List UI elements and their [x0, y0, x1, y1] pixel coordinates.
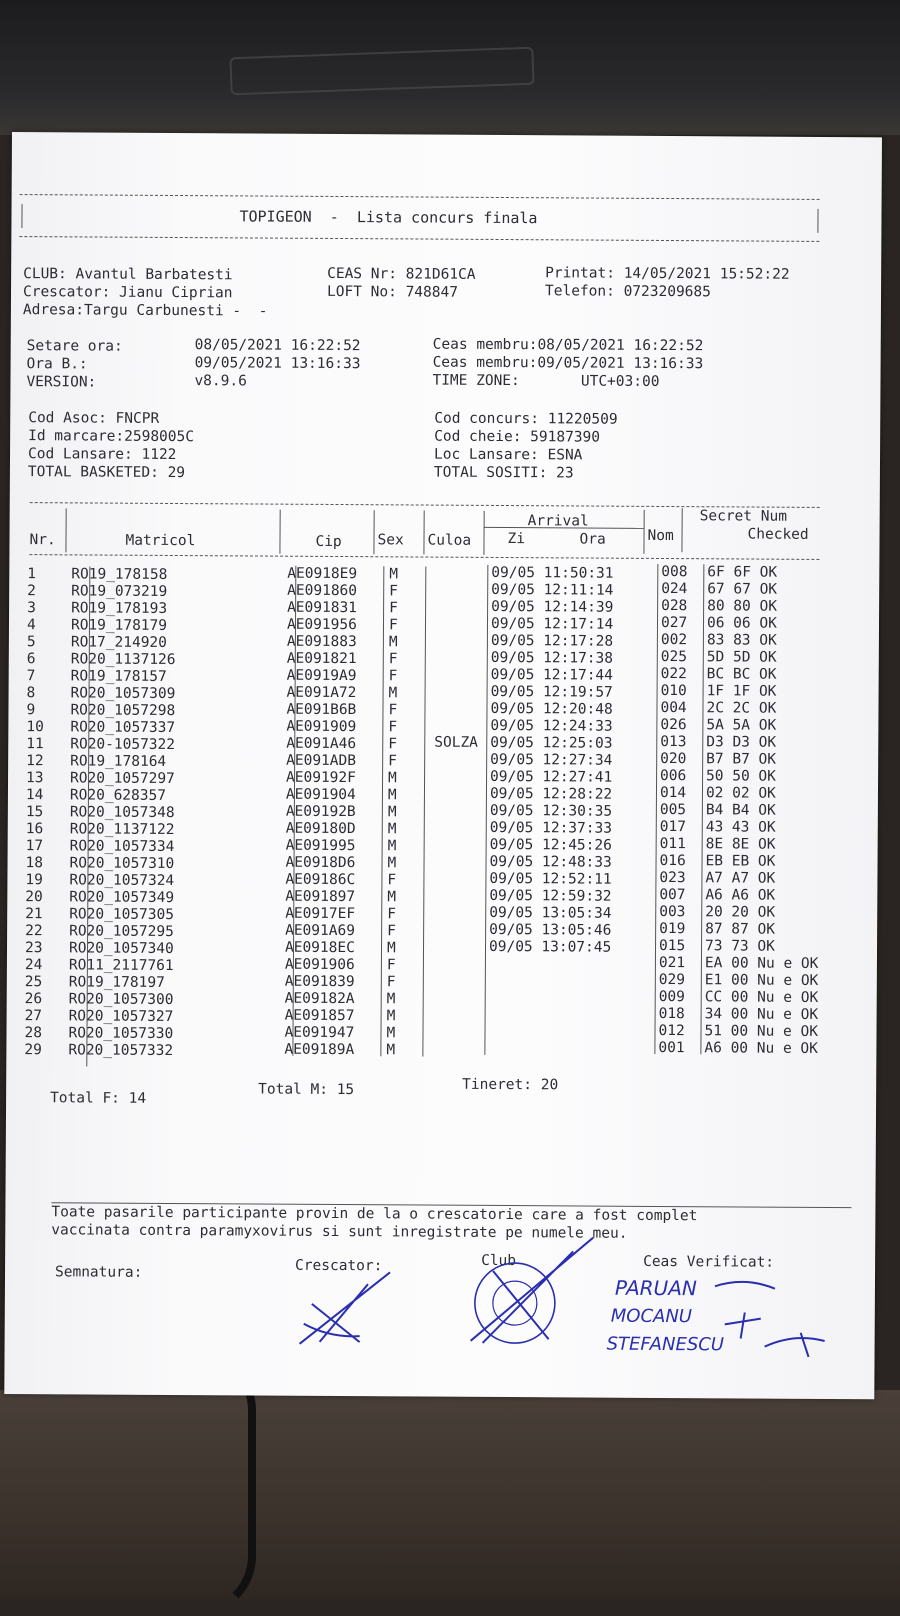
row-arrival: 09/05 12:48:33	[489, 853, 612, 871]
row-cip: AE091883	[286, 633, 357, 651]
row-matricol: RO20_1057324	[69, 872, 175, 890]
header-border-right	[817, 209, 818, 233]
row-nom: 002	[660, 631, 688, 649]
row-nom: 007	[659, 886, 686, 904]
row-cip: AE09189A	[284, 1041, 355, 1059]
setare-ora-label: Setare ora:	[26, 338, 123, 355]
row-sex: F	[388, 753, 397, 770]
row-secret: 02 02 OK	[705, 785, 776, 802]
row-arrival: 09/05 12:59:32	[489, 887, 612, 905]
row-arrival: 09/05 12:52:11	[489, 870, 612, 888]
row-cip: AE091956	[286, 616, 357, 634]
row-arrival: 09/05 12:25:03	[490, 734, 613, 752]
row-matricol: RO20_1057334	[69, 838, 175, 856]
row-sex: M	[386, 1042, 396, 1059]
row-sex: M	[389, 566, 399, 583]
page-title: TOPIGEON - Lista concurs finala	[239, 207, 538, 228]
row-sex: F	[386, 957, 396, 974]
row-cip: AE09186C	[285, 871, 356, 889]
total-sositi: TOTAL SOSITI: 23	[433, 464, 574, 482]
col-header-arrival: Arrival	[527, 513, 589, 530]
row-cip: AE0919A9	[286, 667, 357, 685]
row-matricol: RO19_178158	[71, 566, 168, 583]
row-nom: 015	[658, 937, 686, 955]
row-secret: 5A 5A OK	[706, 717, 777, 734]
row-nr: 6	[26, 651, 36, 668]
row-sex: M	[386, 1008, 396, 1025]
loc-lansare: Loc Lansare: ESNA	[433, 446, 583, 464]
row-sex: M	[388, 685, 398, 702]
row-matricol: RO17_214920	[70, 634, 167, 651]
row-cip: AE091947	[284, 1024, 355, 1042]
row-matricol: RO20_1057295	[69, 923, 174, 941]
row-matricol: RO20_1057297	[70, 770, 175, 788]
column-arrival	[489, 565, 614, 957]
row-cip: AE0918EC	[284, 939, 355, 957]
row-cip: AE0917EF	[285, 905, 356, 923]
row-nom: 009	[658, 988, 685, 1006]
row-nom: 026	[660, 716, 687, 734]
row-cip: AE091995	[285, 837, 356, 855]
row-nom: 010	[660, 682, 687, 700]
column-nr	[24, 566, 44, 1059]
row-sex: M	[387, 787, 397, 804]
total-basketed: TOTAL BASKETED: 29	[27, 464, 186, 482]
row-secret: 1F 1F OK	[706, 683, 777, 700]
row-secret: B4 B4 OK	[705, 802, 776, 819]
row-arrival: 09/05 13:05:46	[489, 921, 612, 939]
row-cip: AE0918E9	[287, 565, 358, 583]
row-arrival: 09/05 13:07:45	[488, 938, 612, 956]
row-nr: 26	[24, 991, 43, 1008]
version-value: v8.9.6	[194, 373, 247, 390]
club-label: Club	[481, 1252, 517, 1270]
row-nr: 9	[26, 702, 36, 719]
row-matricol: RO20_1057298	[70, 702, 176, 720]
time-zone: TIME ZONE: UTC+03:00	[432, 372, 660, 390]
row-nr: 25	[24, 974, 43, 991]
verifier-initials	[704, 1276, 855, 1367]
row-nom: 028	[661, 597, 688, 615]
row-sex: M	[386, 940, 396, 957]
sep-arrival	[643, 510, 644, 554]
row-nom: 024	[661, 580, 688, 598]
verifier-2: MOCANU	[610, 1305, 693, 1328]
row-nom: 014	[659, 784, 687, 802]
col-header-cip: Cip	[315, 533, 342, 551]
row-nr: 29	[24, 1042, 42, 1059]
row-nr: 17	[25, 838, 44, 855]
row-secret: A6 00 Nu e OK	[704, 1040, 818, 1057]
row-matricol: RO20_1057349	[69, 889, 175, 907]
row-nom: 025	[660, 648, 688, 666]
row-nom: 004	[660, 699, 687, 717]
body-sep-arrival	[654, 564, 658, 1054]
row-arrival: 09/05 12:37:33	[489, 819, 613, 837]
row-nom: 029	[658, 971, 686, 989]
row-nr: 16	[25, 821, 44, 838]
row-sex: M	[388, 770, 397, 787]
row-nom: 022	[660, 665, 687, 683]
col-header-culoa: Culoa	[427, 532, 472, 549]
row-cip: AE091897	[285, 888, 356, 906]
adresa-line: Adresa:Targu Carbunesti - -	[22, 302, 268, 320]
body-sep-sex	[422, 567, 426, 1057]
row-cip: AE09182A	[284, 990, 355, 1008]
row-matricol: RO20_1137126	[70, 651, 176, 669]
row-matricol: RO19_178179	[70, 617, 168, 634]
ceas-membru-1: Ceas membru:08/05/2021 16:22:52	[432, 336, 704, 355]
declaration-line-1: Toate pasarile participante provin de la o crescatorie care a fost complet	[51, 1204, 698, 1225]
sep-cip	[373, 510, 374, 554]
row-matricol: RO20_1057310	[69, 855, 175, 873]
row-nom: 006	[660, 767, 687, 785]
row-nom: 027	[660, 614, 688, 632]
row-matricol: RO20_1057309	[70, 685, 176, 703]
col-header-matricol: Matricol	[125, 532, 196, 550]
row-secret: CC 00 Nu e OK	[704, 989, 819, 1006]
row-secret: 67 67 OK	[707, 581, 778, 598]
row-nr: 11	[26, 736, 44, 753]
row-sex: F	[389, 583, 398, 600]
row-sex: M	[387, 855, 397, 872]
club-stamp	[453, 1231, 604, 1352]
row-secret: 87 87 OK	[705, 921, 776, 938]
row-arrival: 09/05 12:30:35	[489, 802, 613, 820]
row-matricol: RO20_628357	[69, 787, 167, 804]
row-secret: 06 06 OK	[706, 615, 777, 632]
row-secret: 83 83 OK	[706, 632, 777, 649]
row-secret: BC BC OK	[706, 666, 777, 683]
sep-nr	[65, 508, 66, 552]
row-sex: M	[386, 1025, 396, 1042]
printed-sheet	[4, 132, 882, 1399]
row-secret: 8E 8E OK	[705, 836, 776, 853]
sep-matricol	[279, 510, 280, 554]
body-sep-nom	[700, 564, 704, 1054]
body-sep-culoa	[484, 565, 488, 1055]
row-arrival: 09/05 12:17:28	[490, 632, 614, 650]
header-border-bottom	[19, 236, 819, 242]
row-nom: 021	[658, 954, 686, 972]
row-secret: D3 D3 OK	[706, 734, 777, 751]
row-cip: AE091ADB	[286, 752, 357, 770]
row-nom: 005	[659, 801, 687, 819]
row-secret: 20 20 OK	[705, 904, 776, 921]
row-nr: 24	[24, 957, 43, 974]
setare-ora-value: 08/05/2021 16:22:52	[194, 337, 361, 355]
row-arrival: 09/05 12:19:57	[490, 683, 613, 701]
cod-concurs: Cod concurs: 11220509	[434, 410, 618, 428]
cod-cheie: Cod cheie: 59187390	[434, 428, 601, 446]
row-secret: A6 A6 OK	[705, 887, 776, 904]
row-arrival: 09/05 12:27:41	[490, 768, 613, 786]
row-secret: EA 00 Nu e OK	[704, 955, 819, 972]
cod-asoc: Cod Asoc: FNCPR	[28, 410, 160, 427]
row-matricol: RO20-1057322	[70, 736, 176, 754]
row-nr: 13	[26, 770, 44, 787]
ceas-nr: CEAS Nr: 821D61CA	[327, 265, 476, 283]
row-arrival: 09/05 12:14:39	[491, 598, 614, 616]
sep-sex	[423, 511, 424, 555]
row-nr: 2	[27, 583, 36, 600]
crescator-line: Crescator: Jianu Ciprian	[22, 284, 233, 302]
row-sex: F	[388, 617, 398, 634]
row-arrival: 09/05 12:17:44	[490, 666, 613, 684]
row-nr: 15	[25, 804, 44, 821]
row-matricol: RO11_2117761	[68, 957, 174, 975]
row-nom: 008	[661, 563, 688, 581]
row-cip: AE091909	[286, 718, 357, 736]
row-secret: 5D 5D OK	[706, 649, 777, 666]
row-matricol: RO19_178197	[68, 974, 165, 991]
verifier-3: STEFANESCU	[606, 1333, 725, 1356]
row-arrival: 09/05 11:50:31	[491, 564, 614, 582]
row-nom: 023	[659, 869, 686, 887]
table-header-top-border	[30, 502, 820, 508]
row-nom: 011	[659, 835, 686, 853]
row-matricol: RO20_1057330	[68, 1025, 174, 1043]
row-secret: 73 73 OK	[704, 938, 775, 955]
row-secret: 80 80 OK	[707, 598, 778, 615]
row-matricol: RO20_1137122	[69, 821, 175, 839]
tineret: Tineret: 20	[462, 1076, 559, 1094]
row-matricol: RO20_1057300	[68, 991, 174, 1009]
row-cip: AE09192F	[286, 769, 356, 787]
row-cip: AE091821	[286, 650, 357, 668]
row-nom: 013	[660, 733, 687, 751]
column-secret	[704, 564, 821, 1058]
row-sex: M	[387, 821, 397, 838]
row-matricol: RO19_178157	[70, 668, 167, 685]
row-matricol: RO20_1057305	[69, 906, 175, 924]
row-arrival: 09/05 12:20:48	[490, 700, 613, 718]
row-sex: F	[389, 600, 398, 617]
row-nom: 003	[659, 903, 686, 921]
row-secret: 51 00 Nu e OK	[704, 1023, 819, 1040]
row-sex: F	[388, 668, 398, 685]
row-nom: 019	[659, 920, 686, 938]
telefon: Telefon: 0723209685	[544, 283, 711, 301]
ora-b-label: Ora B.:	[26, 356, 88, 373]
row-matricol: RO20_1057348	[69, 804, 175, 822]
row-matricol: RO20_1057327	[68, 1008, 174, 1026]
semnatura-label: Semnatura:	[54, 1264, 143, 1281]
row-sex: F	[388, 719, 398, 736]
col-header-secret-num: Secret Num	[699, 508, 788, 525]
row-secret: EB EB OK	[705, 853, 776, 870]
row-arrival: 09/05 12:28:22	[489, 785, 613, 803]
row-cip: AE091839	[284, 973, 355, 991]
row-cip: AE091A69	[285, 922, 356, 940]
row-nr: 12	[26, 753, 44, 770]
row-sex: M	[387, 838, 397, 855]
row-nom: 016	[659, 852, 686, 870]
row-arrival: 09/05 13:05:34	[489, 904, 612, 922]
row-matricol: RO20_1057337	[70, 719, 176, 737]
row-matricol: RO20_1057332	[68, 1042, 174, 1060]
row-cip: AE09180D	[285, 820, 356, 838]
row-sex: F	[387, 923, 396, 940]
id-marcare: Id marcare:2598005C	[28, 428, 195, 446]
row-secret: A7 A7 OK	[705, 870, 776, 887]
row-sex: F	[386, 974, 396, 991]
row-arrival: 09/05 12:45:26	[489, 836, 612, 854]
row-cip: AE0918D6	[285, 854, 356, 872]
sep-culoa	[483, 511, 484, 555]
col-header-sex: Sex	[377, 532, 404, 549]
row-sex: M	[386, 991, 396, 1008]
crescator-signature	[290, 1264, 401, 1350]
ceas-verificat-label: Ceas Verificat:	[643, 1253, 775, 1271]
row-nom: 020	[660, 750, 687, 768]
row-secret: 34 00 Nu e OK	[704, 1006, 819, 1023]
table-header-bottom-border	[29, 554, 819, 560]
row-nr: 19	[25, 872, 43, 889]
row-cip: AE091906	[284, 956, 355, 974]
column-nom	[658, 564, 687, 1057]
row-nom: 012	[658, 1022, 685, 1040]
row-nom: 017	[659, 818, 687, 836]
row-secret: E1 00 Nu e OK	[704, 972, 819, 989]
verifier-1: PARUAN	[614, 1275, 697, 1301]
row-sex: M	[387, 804, 397, 821]
crescator-label: Crescator:	[295, 1257, 383, 1275]
row-arrival: 09/05 12:24:33	[490, 717, 613, 735]
total-f: Total F: 14	[50, 1090, 147, 1107]
loft-no: LOFT No: 748847	[326, 283, 459, 301]
row-nr: 7	[26, 668, 36, 685]
row-nr: 20	[25, 889, 43, 906]
row-nr: 4	[26, 617, 36, 634]
row-nom: 018	[658, 1005, 685, 1023]
header-border-top	[20, 194, 820, 200]
row-matricol: RO19_178193	[71, 600, 168, 617]
column-sex	[386, 566, 398, 1059]
row-arrival: 09/05 12:17:38	[490, 649, 614, 667]
row-cip: AE091A46	[286, 735, 357, 753]
row-sex: F	[388, 702, 398, 719]
col-header-nr: Nr.	[29, 532, 56, 549]
row-arrival: 09/05 12:27:34	[490, 751, 613, 769]
row-nr: 21	[25, 906, 43, 923]
total-m: Total M: 15	[258, 1081, 355, 1099]
row-nr: 22	[25, 923, 43, 940]
col-header-zi: Zi	[507, 531, 526, 548]
row-sex: F	[388, 736, 398, 753]
column-matricol	[68, 566, 176, 1060]
row-arrival: 09/05 12:17:14	[490, 615, 614, 633]
row-arrival: 09/05 12:11:14	[491, 581, 614, 599]
row-sex: F	[387, 906, 397, 923]
row-matricol: RO19_073219	[71, 583, 168, 600]
row-cip: AE091904	[285, 786, 356, 804]
row-cip: AE091A72	[286, 684, 357, 702]
row-cip: AE091B6B	[286, 701, 357, 719]
sep-nom	[681, 508, 682, 552]
row-nr: 23	[24, 940, 43, 957]
row-secret: 6F 6F OK	[707, 564, 778, 581]
row-nr: 10	[26, 719, 44, 736]
ceas-membru-2: Ceas membru:09/05/2021 13:16:33	[432, 354, 704, 373]
declaration-line-2: vaccinata contra paramyxovirus si sunt inregistrate pe numele meu.	[51, 1222, 628, 1242]
row-nr: 18	[25, 855, 44, 872]
row-matricol: RO20_1057340	[68, 940, 174, 958]
row-nr: 28	[24, 1025, 43, 1042]
row-cip: AE09192B	[285, 803, 356, 821]
row-cip: AE091860	[287, 582, 358, 600]
row-nr: 14	[25, 787, 44, 804]
ora-b-value: 09/05/2021 13:16:33	[194, 355, 361, 373]
row-cip: AE091857	[284, 1007, 355, 1025]
printat: Printat: 14/05/2021 15:52:22	[545, 265, 790, 283]
row-matricol: RO19_178164	[70, 753, 167, 770]
col-header-checked: Checked	[747, 526, 809, 543]
row-cip: AE091831	[287, 599, 357, 617]
row-nr: 27	[24, 1008, 43, 1025]
row-nr: 5	[26, 634, 36, 651]
header-border-left	[21, 204, 22, 228]
row-secret: 2C 2C OK	[706, 700, 777, 717]
row-sex: F	[388, 651, 398, 668]
body-sep-cip-right	[380, 566, 384, 1056]
row-nom: 001	[658, 1039, 685, 1057]
row-secret: 50 50 OK	[706, 768, 776, 785]
row-sex: F	[387, 872, 397, 889]
row-nr: 1	[27, 566, 37, 583]
cod-lansare: Cod Lansare: 1122	[27, 446, 177, 464]
row-secret: 43 43 OK	[705, 819, 776, 836]
row-nr: 8	[26, 685, 36, 702]
row-secret: B7 B7 OK	[706, 751, 777, 768]
col-header-ora: Ora	[579, 531, 606, 548]
row-sex: M	[388, 634, 398, 651]
col-header-nom: Nom	[647, 527, 674, 545]
version-label: VERSION:	[26, 374, 97, 391]
club-line: CLUB: Avantul Barbatesti	[23, 266, 233, 284]
culoa-value: SOLZA	[434, 734, 478, 751]
row-sex: M	[387, 889, 397, 906]
row-nr: 3	[27, 600, 36, 617]
